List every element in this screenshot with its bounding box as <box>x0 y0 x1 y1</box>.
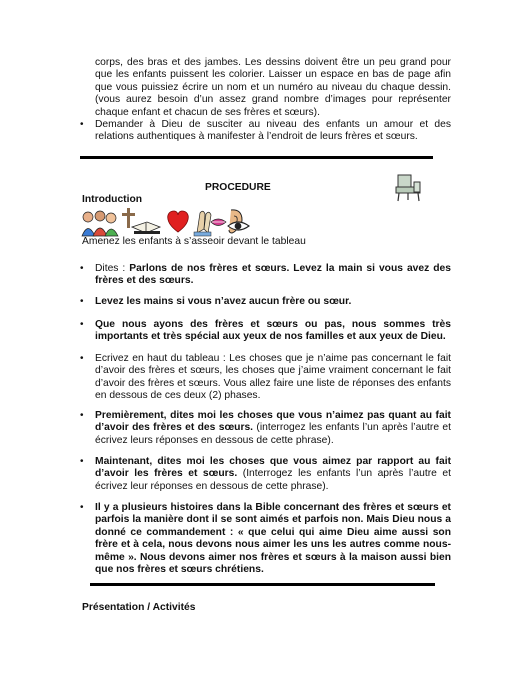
plain-text: Dites : <box>95 263 130 274</box>
procedure-heading: PROCEDURE <box>205 182 271 193</box>
bold-text: Maintenant, dites moi les choses que vous aimez par rapport au fait d’avoir les frères et sœurs. <box>95 456 451 480</box>
list-item <box>95 263 451 288</box>
plain-text: (interrogez les enfants l’un après l’autre et écrivez leurs réponses en dessous de cette phrase). <box>95 422 451 446</box>
bold-text: Levez les mains si vous n’avez aucun frère ou sœur. <box>95 296 352 307</box>
bullet-symbol: • <box>80 296 84 307</box>
plain-text: Ecrivez en haut du tableau : Les choses que je n’aime pas concernant le fait d’avoir des frères et sœurs, les choses que j’aime vraiment concernant le fait d’avoir des frères et sœurs. Vous allez faire une liste de réponses des enfants en dessous de ces deux (2) phases. <box>95 353 451 402</box>
section-divider-top <box>80 156 433 159</box>
heart-icon <box>168 211 189 232</box>
bold-text: Premièrement, dites moi les choses que vous n’aimez pas quant au fait d’avoir des frères et des sœurs. <box>95 410 451 434</box>
list-item <box>95 319 451 344</box>
bullet-symbol: • <box>80 319 84 330</box>
list-item <box>95 502 451 576</box>
chair-icon <box>390 172 426 202</box>
list-item <box>95 410 451 447</box>
introduction-heading: Introduction <box>82 194 143 205</box>
bold-text: Il y a plusieurs histoires dans la Bible concernant des frères et sœurs et parfois la manière dont il se sont aimés et parfois non. Mais Dieu nous a donné ce commandement : « que celui qui aime Dieu aime aussi son frère et à cela, nous devons nous aimer les uns les autres comme nous-même ». Nous devons aimer nos frères et sœurs à la maison aussi bien que nos frères et sœurs chrétiens. <box>95 502 451 576</box>
bible-icon <box>132 222 160 234</box>
bold-text: Parlons de nos frères et sœurs. Levez la main si vous avez des frères et des sœurs. <box>95 263 451 287</box>
section-divider-bottom <box>90 583 435 586</box>
bullet-symbol: • <box>80 353 84 364</box>
presentation-heading: Présentation / Activités <box>82 602 196 613</box>
praying-hands-icon <box>194 211 211 236</box>
cross-icon <box>122 208 135 228</box>
mouth-icon <box>211 219 226 226</box>
seat-instruction: Amenez les enfants à s’asseoir devant le tableau <box>82 236 306 247</box>
list-item <box>95 353 451 403</box>
bullet-symbol: • <box>80 263 84 274</box>
bullet-symbol: • <box>80 119 84 130</box>
bullet-symbol: • <box>80 456 84 467</box>
list-item <box>95 296 451 308</box>
children-icon <box>82 211 118 236</box>
bold-text: Que nous ayons des frères et sœurs ou pas, nous sommes très importants et très spécial aux yeux de nos familles et aux yeux de Dieu. <box>95 319 451 343</box>
list-item <box>95 456 451 493</box>
bullet-symbol: • <box>80 410 84 421</box>
bullet-symbol: • <box>80 502 84 513</box>
activity-icon-strip <box>80 205 250 237</box>
prayer-bullet-text: Demander à Dieu de susciter au niveau des enfants un amour et des relations authentiques à manifester à l’endroit de leurs frères et sœurs. <box>95 119 451 143</box>
plain-text: (Interrogez les enfants l’un après l’autre et écrivez leur réponses en dessous de cette phrase). <box>95 468 451 492</box>
continuation-paragraph: corps, des bras et des jambes. Les dessins doivent être un peu grand pour que les enfants puissent les colorier. Laisser un espace en bas de page afin que vous puissiez écrire un nom et un numéro au niveau du chaque dessin. (vous aurez besoin d’un assez grand nombre d’images pour représenter chaque enfant et chacun de ses frères et sœurs). <box>95 57 451 118</box>
